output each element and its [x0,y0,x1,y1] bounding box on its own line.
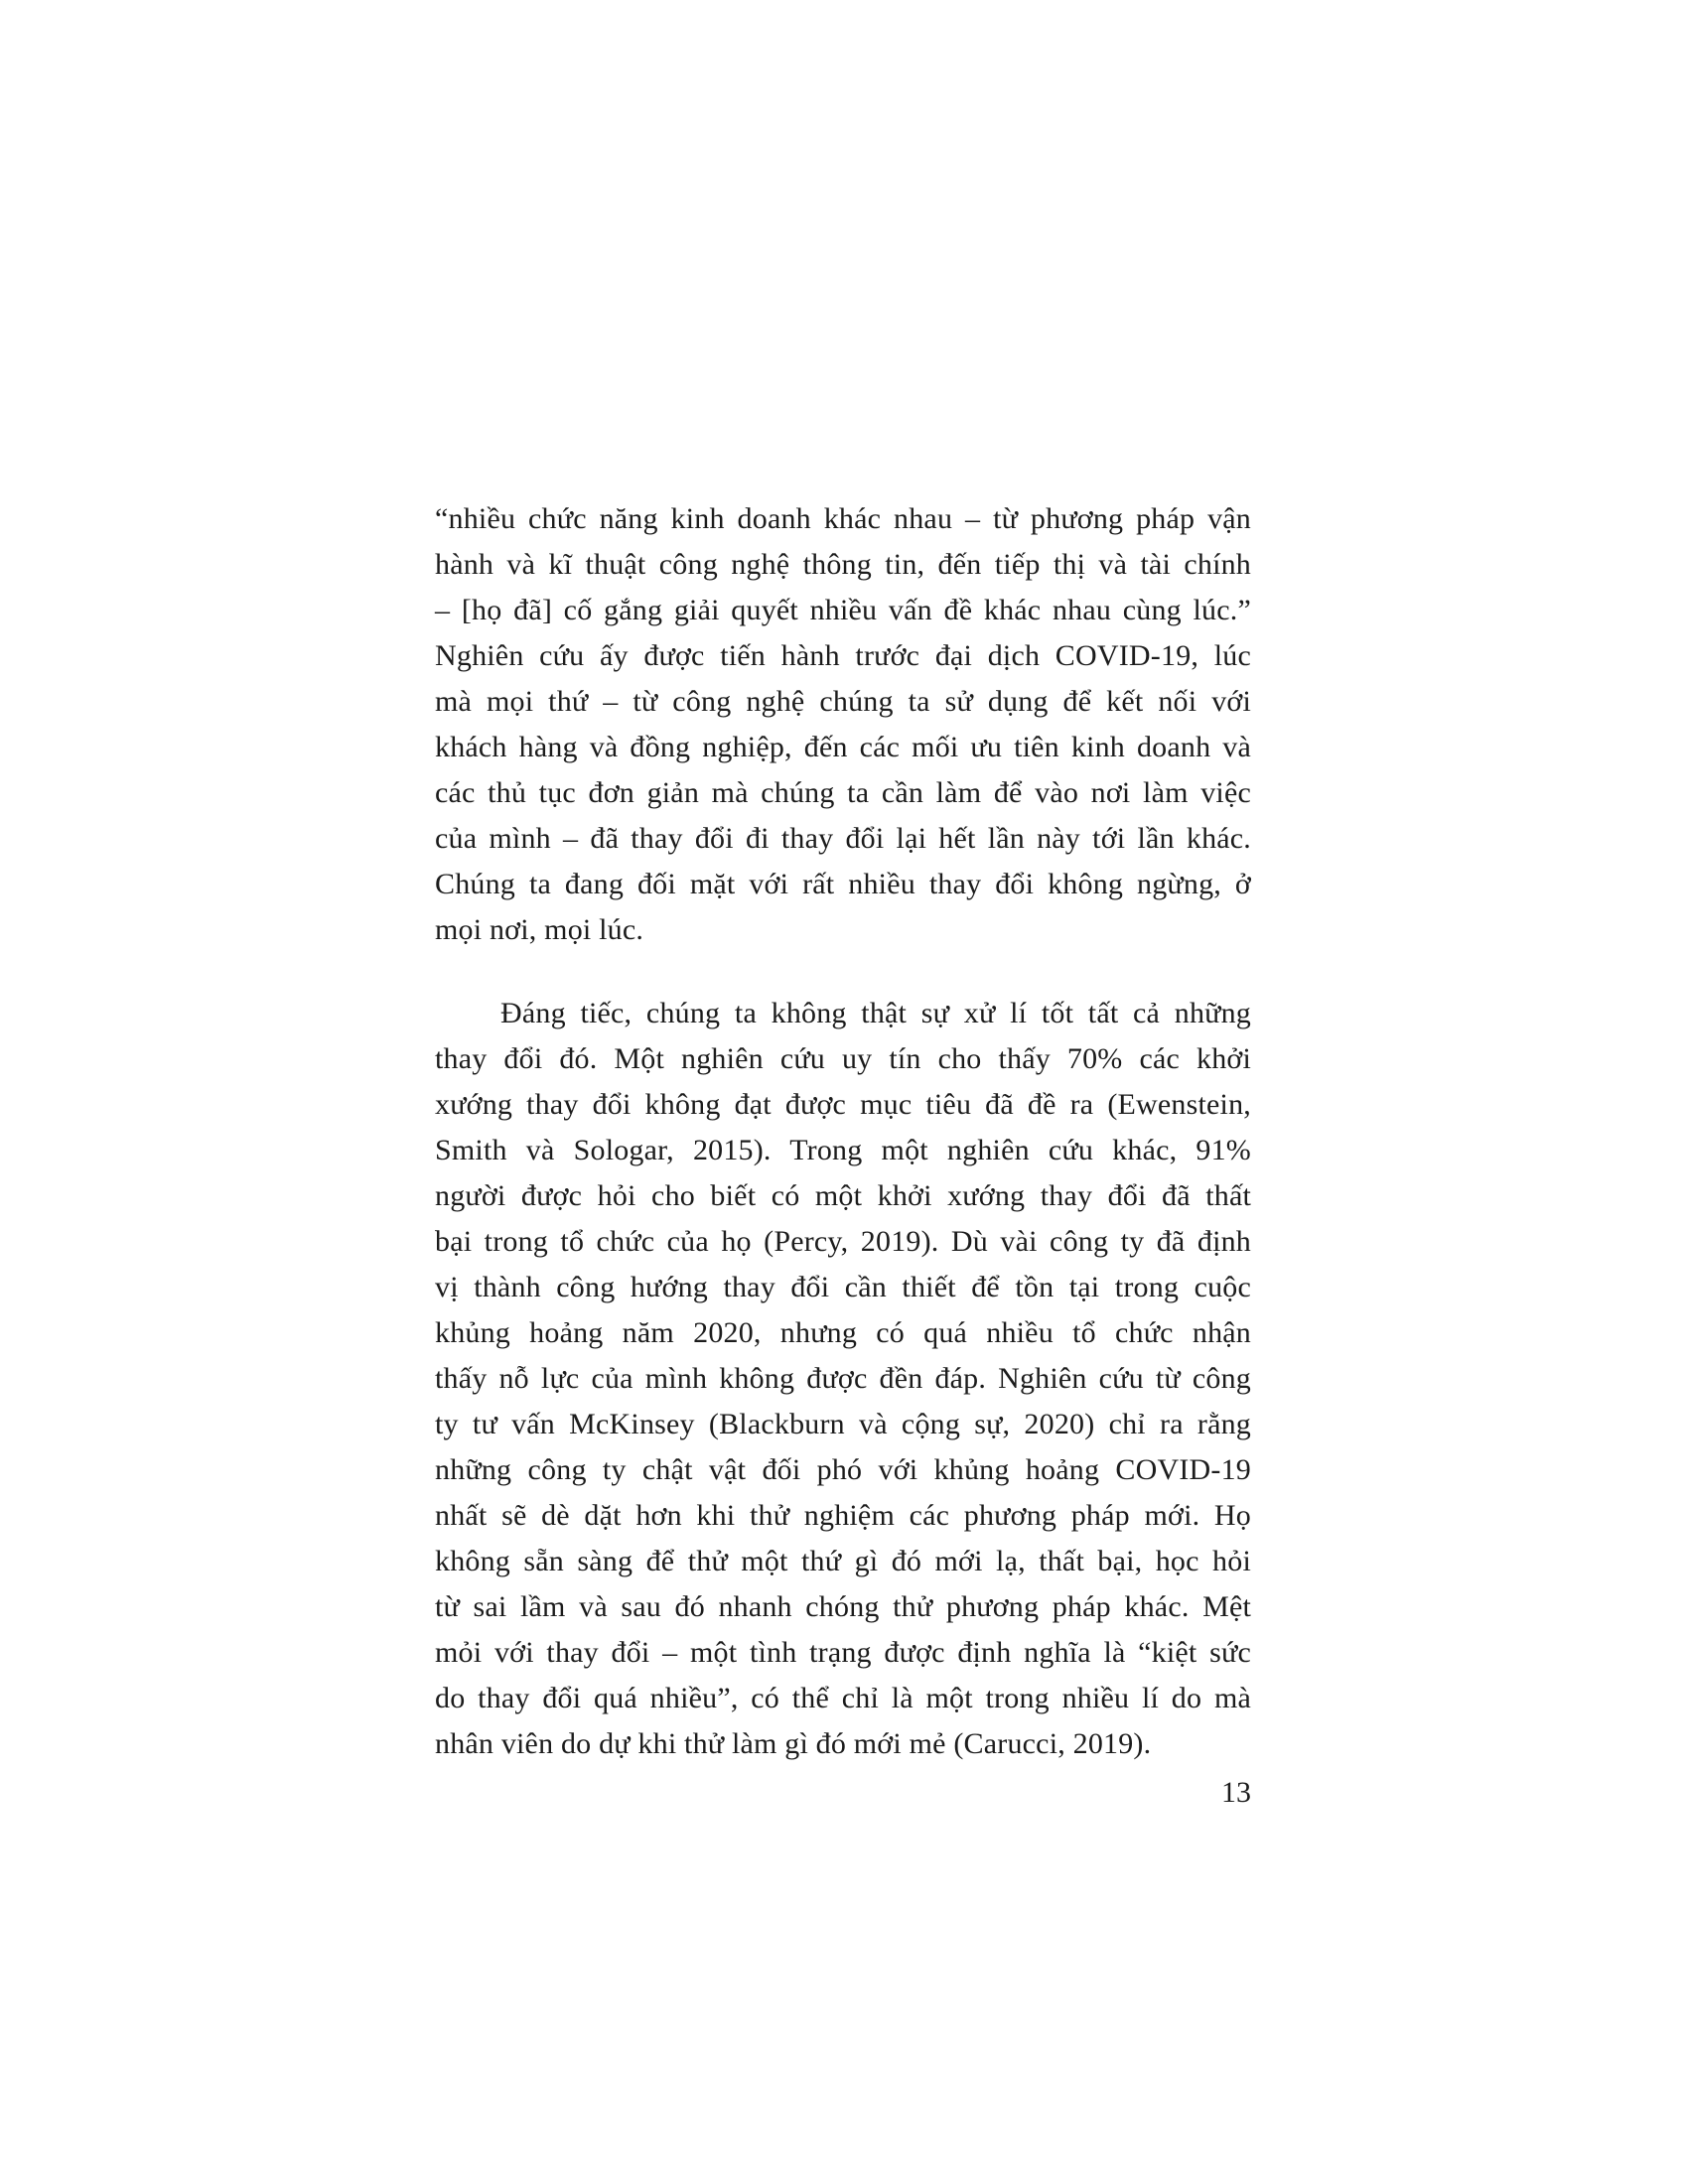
text-line: các thủ tục đơn giản mà chúng ta cần làm để vào nơi làm việc [435,776,1251,809]
text-line: khủng hoảng năm 2020, nhưng có quá nhiều tổ chức nhận [435,1316,1251,1349]
text-line: nhân viên do dự khi thử làm gì đó mới mẻ (Carucci, 2019). [435,1727,1152,1760]
text-line: mỏi với thay đổi – một tình trạng được định nghĩa là “kiệt sức [435,1636,1251,1669]
text-line: xướng thay đổi không đạt được mục tiêu đã đề ra (Ewenstein, [435,1088,1251,1121]
text-line: ty tư vấn McKinsey (Blackburn và cộng sự, 2020) chỉ ra rằng [435,1408,1251,1440]
paragraph-2 [435,991,1251,1767]
text-line: Smith và Sologar, 2015). Trong một nghiên cứu khác, 91% [435,1134,1251,1166]
text-line: từ sai lầm và sau đó nhanh chóng thử phương pháp khác. Mệt [435,1590,1251,1623]
text-line: Nghiên cứu ấy được tiến hành trước đại dịch COVID-19, lúc [435,639,1251,672]
text-line: thấy nỗ lực của mình không được đền đáp. Nghiên cứu từ công [435,1362,1251,1395]
text-line: hành và kĩ thuật công nghệ thông tin, đến tiếp thị và tài chính [435,548,1251,581]
text-line: không sẵn sàng để thử một thứ gì đó mới lạ, thất bại, học hỏi [435,1545,1251,1577]
text-line: Đáng tiếc, chúng ta không thật sự xử lí tốt tất cả những [500,997,1251,1029]
text-line: bại trong tổ chức của họ (Percy, 2019). Dù vài công ty đã định [435,1225,1251,1258]
paragraph-1 [435,496,1251,953]
text-line: những công ty chật vật đối phó với khủng hoảng COVID-19 [435,1453,1251,1486]
text-line: của mình – đã thay đổi đi thay đổi lại hết lần này tới lần khác. [435,822,1251,855]
text-line: khách hàng và đồng nghiệp, đến các mối ưu tiên kinh doanh và [435,731,1251,763]
text-line: mọi nơi, mọi lúc. [435,913,644,946]
text-block [435,496,1251,1813]
text-line: – [họ đã] cố gắng giải quyết nhiều vấn đề khác nhau cùng lúc.” [435,594,1251,626]
text-line: nhất sẽ dè dặt hơn khi thử nghiệm các phương pháp mới. Họ [435,1499,1251,1532]
text-line: “nhiều chức năng kinh doanh khác nhau – từ phương pháp vận [435,502,1251,535]
text-line: vị thành công hướng thay đổi cần thiết để tồn tại trong cuộc [435,1271,1251,1303]
text-line: thay đổi đó. Một nghiên cứu uy tín cho thấy 70% các khởi [435,1042,1251,1075]
text-line: người được hỏi cho biết có một khởi xướng thay đổi đã thất [435,1179,1251,1212]
page-number: 13 [1221,1776,1251,1809]
text-line: mà mọi thứ – từ công nghệ chúng ta sử dụng để kết nối với [435,685,1251,718]
text-line: do thay đổi quá nhiều”, có thể chỉ là một trong nhiều lí do mà [435,1682,1251,1714]
text-line: Chúng ta đang đối mặt với rất nhiều thay đổi không ngừng, ở [435,868,1251,900]
